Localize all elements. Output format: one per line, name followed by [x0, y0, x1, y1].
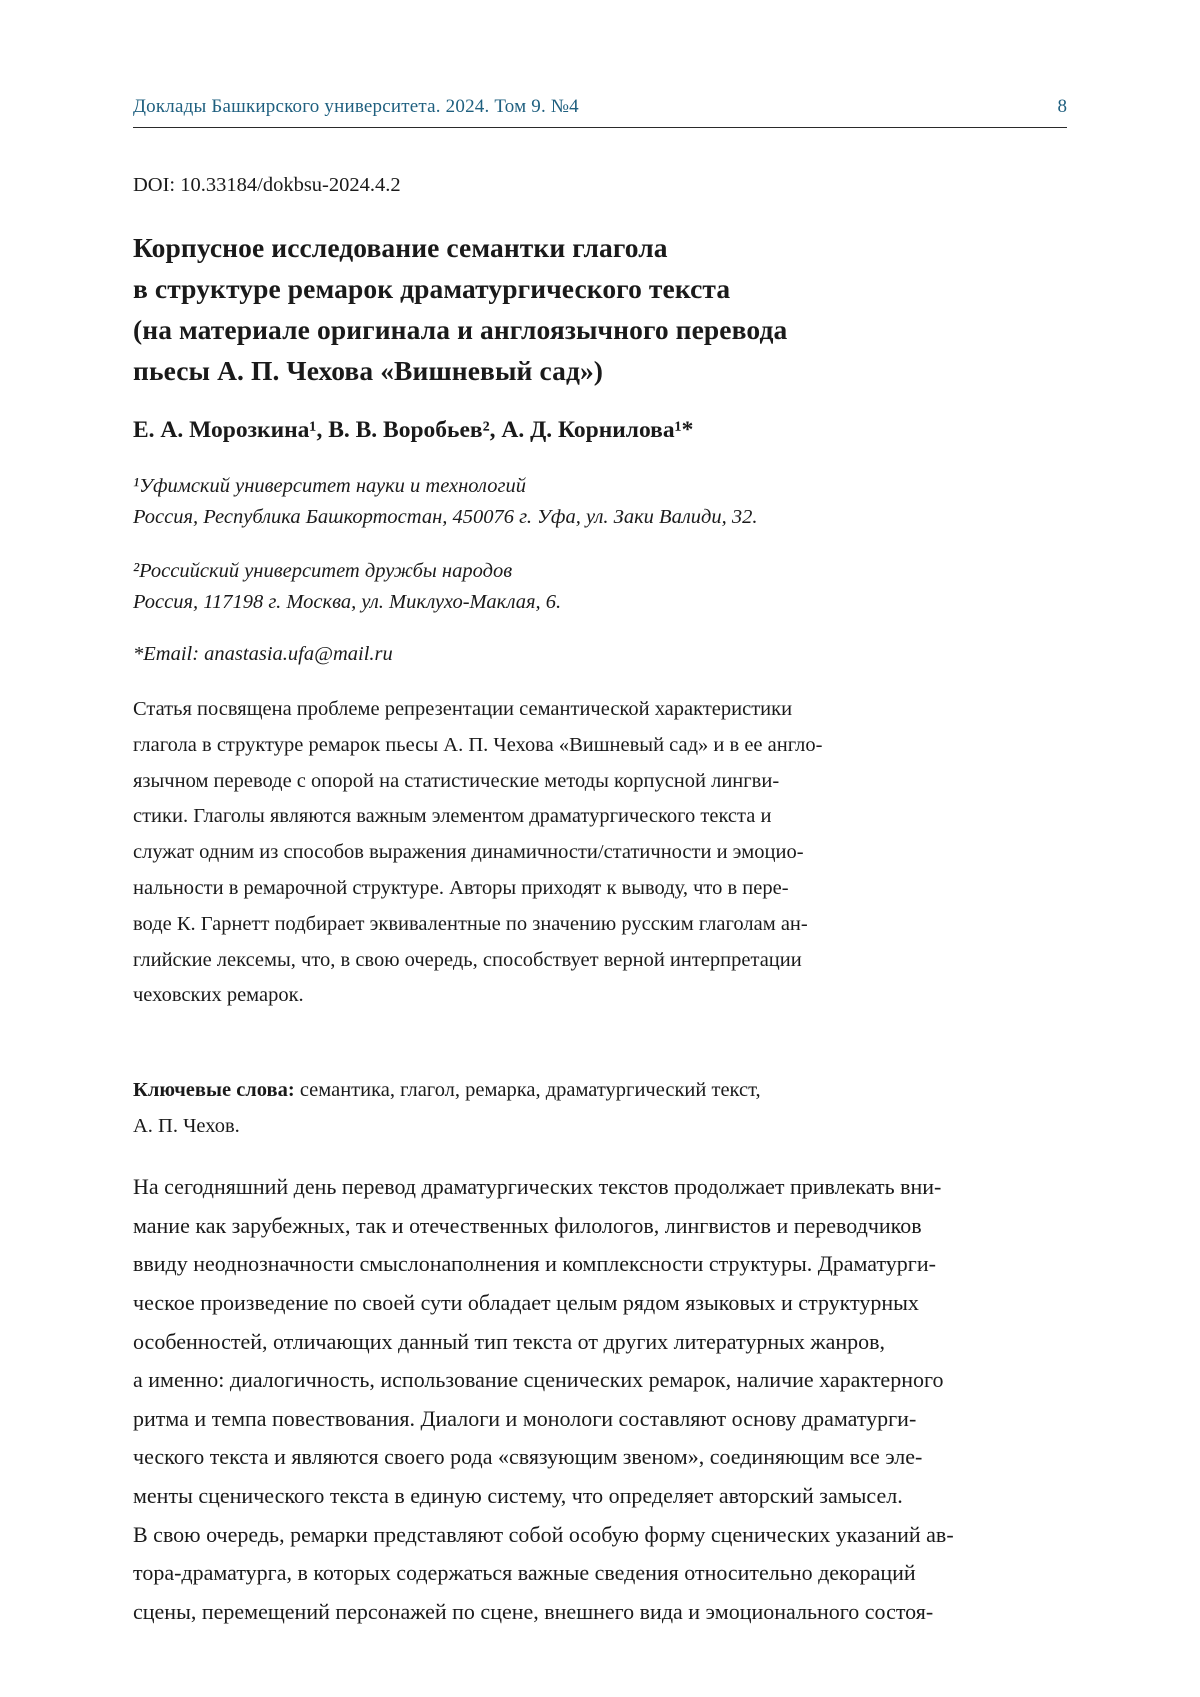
abstract-text: Статья посвящена проблеме репрезентации семантической характеристики глагола в структуре ремарок пьесы А. П. Чехова «Вишневый сад» и в ее англо- язычном переводе с опорой на статистические методы корпусной лингви- стики. Глаголы являются важным элементом драматургического текста и служат одним из способов выражения динамичности/статичности и эмоцио- нальности в ремарочной структуре. Авторы приходят к выводу, что в пере- воде К. Гарнетт подбирает эквивалентные по значению русским глаголам ан- глийские лексемы, что, в свою очередь, способствует верной интерпретации чеховских ремарок.: [133, 698, 823, 1007]
keywords-label: Ключевые слова:: [133, 1079, 295, 1102]
keywords-block: [133, 1036, 1067, 1144]
running-head: [133, 96, 1067, 128]
email-line: *Email: anastasia.ufa@mail.ru: [133, 643, 393, 665]
page-number: 8: [1057, 96, 1067, 117]
affiliation-2: ²Российский университет дружбы народов Россия, 117198 г. Москва, ул. Миклухо-Маклая, 6.: [133, 560, 562, 613]
authors-line: Е. А. Морозкина¹, В. В. Воробьев², А. Д. Корнилова¹*: [133, 417, 694, 443]
keywords-text: семантика, глагол, ремарка, драматургический текст, А. П. Чехов.: [133, 1079, 761, 1138]
body-paragraph: На сегодняшний день перевод драматургических текстов продолжает привлекать вни- мание как зарубежных, так и отечественных филологов, лингвистов и переводчиков ввиду неоднозначности смыслонаполнения и комплексности структуры. Драматурги- ческое произведение по своей сути обладает целым рядом языковых и структурных особенностей, отличающих данный тип текста от других литературных жанров, а именно: диалогичность, использование сценических ремарок, наличие характерного ритма и темпа повествования. Диалоги и монологи составляют основу драматурги- ческого текста и являются своего рода «связующим звеном», соединяющим все эле- менты сценического текста в единую систему, что определяет авторский замысел. В свою очередь, ремарки представляют собой особую форму сценических указаний ав- тора-драматурга, в которых содержаться важные сведения относительно декораций сцены, перемещений персонажей по сцене, внешнего вида и эмоционального состоя-: [133, 1174, 954, 1624]
journal-citation: Доклады Башкирского университета. 2024. Том 9. №4: [133, 96, 579, 117]
affiliation-1: ¹Уфимский университет науки и технологий Россия, Республика Башкортостан, 450076 г. Уфа, ул. Заки Валиди, 32.: [133, 475, 758, 528]
article-title: Корпусное исследование семантки глагола в структуре ремарок драматургического текста (на материале оригинала и англоязычного перевода пьесы А. П. Чехова «Вишневый сад»): [133, 232, 788, 386]
doi-text: DOI: 10.33184/dokbsu-2024.4.2: [133, 174, 401, 196]
